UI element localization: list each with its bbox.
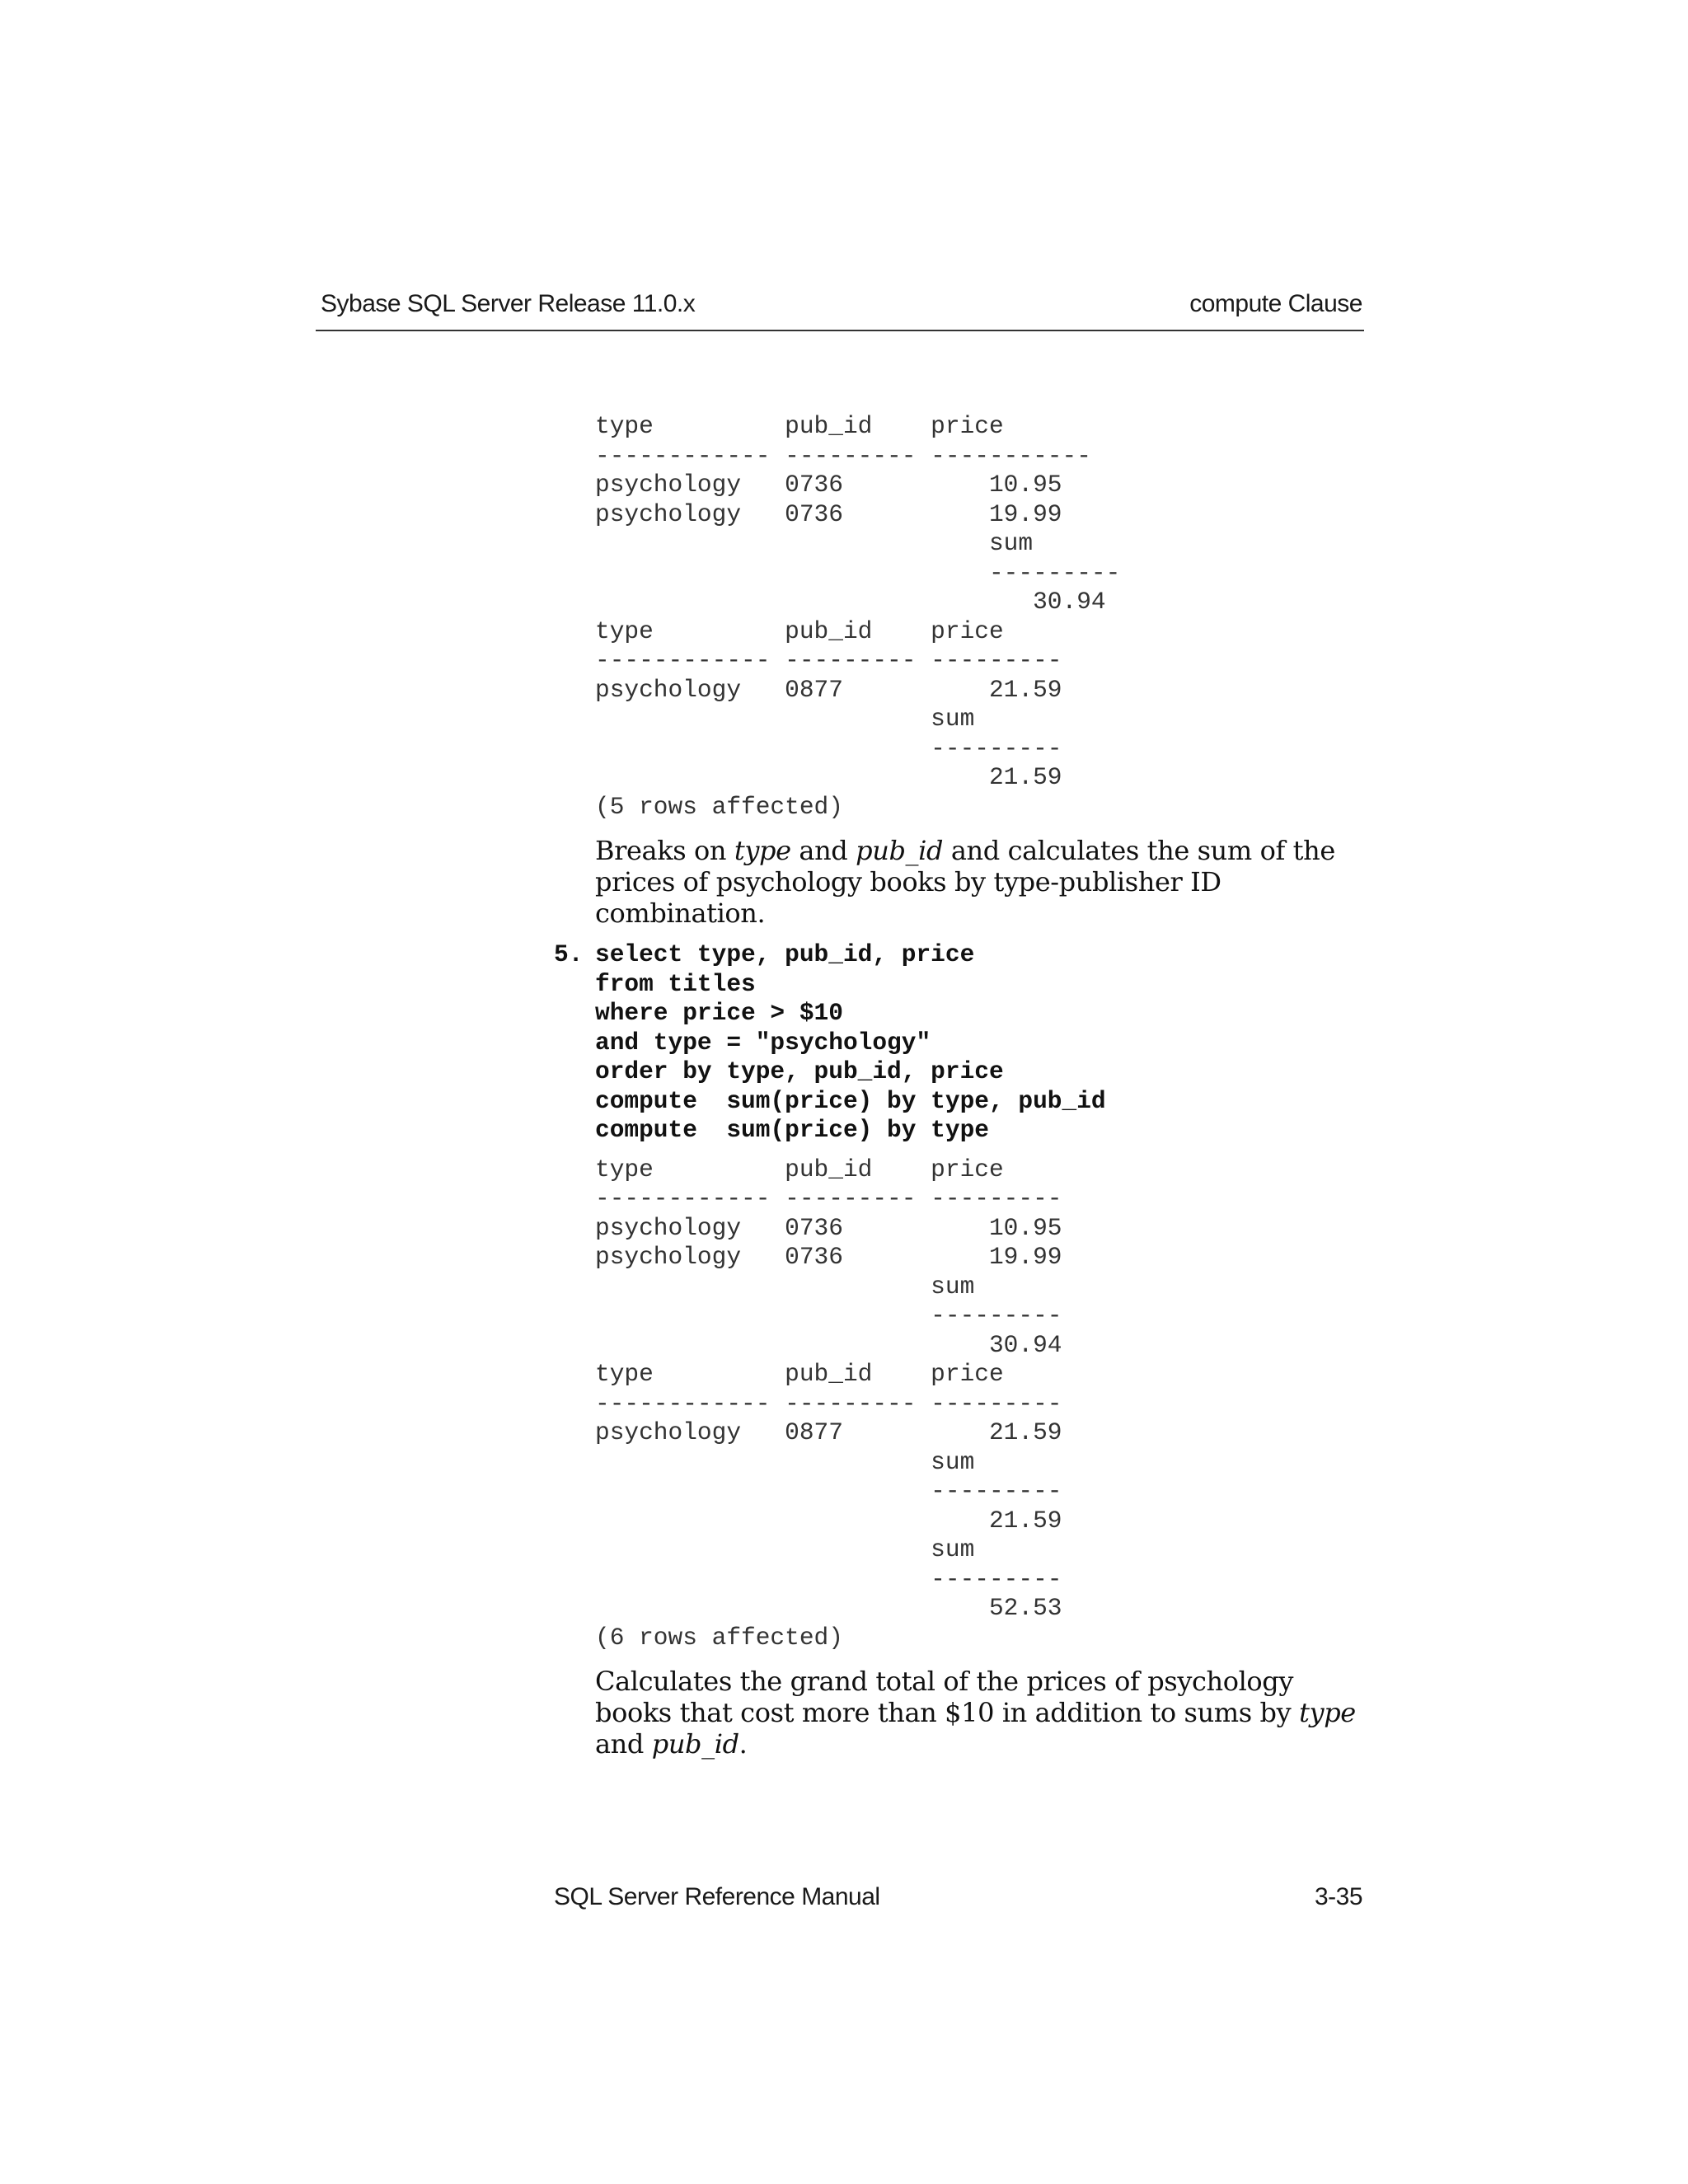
page-content	[554, 412, 1370, 1760]
example-5	[554, 940, 1370, 1146]
header-title: Sybase SQL Server Release 11.0.x	[321, 290, 696, 317]
sql-code-example-5: select type, pub_id, price from titles where price > $10 and type = "psychology" order by type, pub_id, price compute sum(price) by type, pub_id compute sum(price) by type	[595, 940, 1106, 1144]
header-section: compute Clause	[1189, 290, 1362, 317]
desc-text: Breaks on	[595, 835, 734, 866]
example-number: 5.	[554, 940, 584, 968]
desc-text: .	[738, 1728, 748, 1760]
variable-pub-id: pub_id	[651, 1728, 739, 1760]
variable-pub-id: pub_id	[856, 835, 944, 866]
query-results-example-5: type pub_id price ------------ --------- --------- psychology 0736 10.95 psychology 0736 19.99 sum --------- 30.94 type pub_id price ------------ --------- --------- psychology 0877 21.59 sum --------- 21.59 sum --------- 52.53 (6 rows affected)	[595, 1155, 1062, 1652]
running-header	[316, 290, 1364, 331]
desc-text: Calculates the grand total of the prices of psychology books that cost more than $10 in addition to sums by	[595, 1666, 1300, 1728]
footer-title: SQL Server Reference Manual	[554, 1883, 880, 1910]
example-5-description	[595, 1666, 1370, 1760]
query-results-example-4: type pub_id price ------------ --------- ----------- psychology 0736 10.95 psychology 0736 19.99 sum --------- 30.94 type pub_id price ------------ --------- --------- psychology 0877 21.59 sum --------- 21.59 (5 rows affected)	[595, 412, 1121, 821]
variable-type: type	[734, 835, 791, 866]
page-number: 3-35	[1314, 1883, 1362, 1910]
desc-text: and	[790, 835, 856, 866]
desc-text: and calculates the sum of the prices of psychology books by type-publisher ID combination.	[595, 835, 1335, 929]
variable-type: type	[1299, 1697, 1356, 1728]
running-footer	[554, 1883, 1364, 1911]
example-4-description	[595, 835, 1370, 929]
desc-text: and	[595, 1728, 652, 1760]
